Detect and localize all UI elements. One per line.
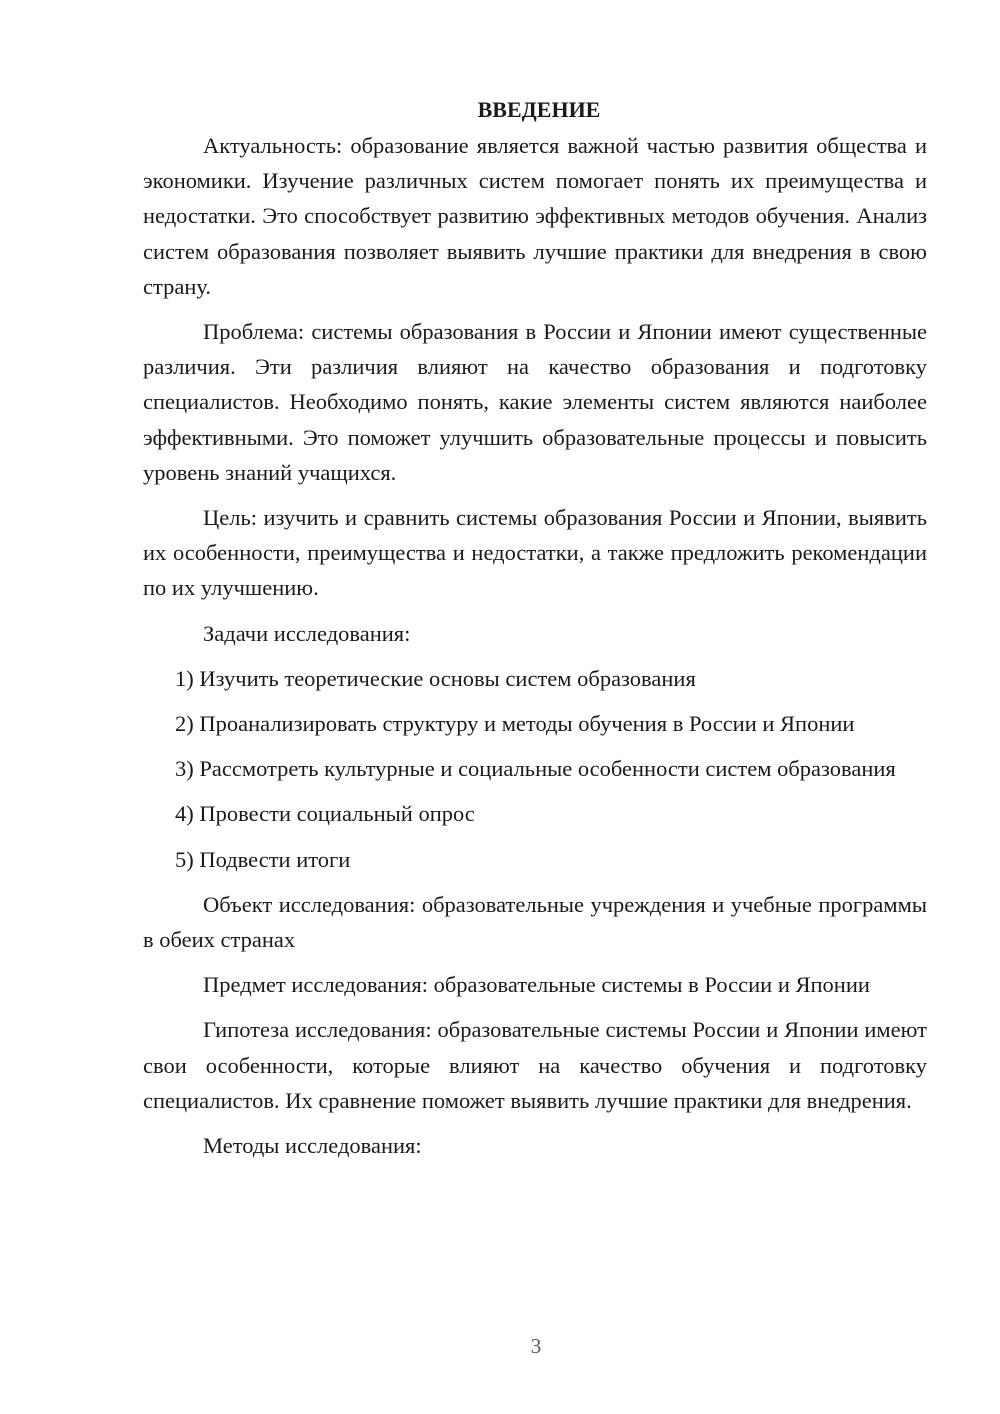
task-item: 2) Проанализировать структуру и методы обучения в России и Японии <box>175 711 855 737</box>
hypothesis-paragraph: Гипотеза исследования: образовательные системы России и Японии имеют свои особенности, которые влияют на качество обучения и подготовку специалистов. Их сравнение поможет выявить лучшие практики для внедрения. <box>143 1017 927 1113</box>
task-item: 3) Рассмотреть культурные и социальные особенности систем образования <box>175 756 896 782</box>
task-item: 5) Подвести итоги <box>175 846 351 872</box>
tasks-title: Задачи исследования: <box>203 620 411 646</box>
relevance-paragraph: Актуальность: образование является важной частью развития общества и экономики. Изучение различных систем помогает понять их преимущества и недостатки. Это способствует развитию эффективных методов обучения. Анализ систем образования позволяет выявить лучшие практики для внедрения в свою страну. <box>143 133 927 299</box>
goal-paragraph: Цель: изучить и сравнить системы образования России и Японии, выявить их особенности, преимущества и недостатки, а также предложить рекомендации по их улучшению. <box>143 505 927 601</box>
page-content <box>143 92 927 1173</box>
page-number: 3 <box>530 1334 542 1358</box>
methods-title: Методы исследования: <box>203 1133 422 1159</box>
object-paragraph: Объект исследования: образовательные учреждения и учебные программы в обеих странах <box>143 891 927 953</box>
tasks-list <box>143 661 927 877</box>
task-item: 4) Провести социальный опрос <box>175 801 475 827</box>
problem-paragraph: Проблема: системы образования в России и Японии имеют существенные различия. Эти различия влияют на качество образования и подготовку специалистов. Необходимо понять, какие элементы систем являются наиболее эффективными. Это поможет улучшить образовательные процессы и повысить уровень знаний учащихся. <box>143 319 927 485</box>
subject-paragraph: Предмет исследования: образовательные системы в России и Японии <box>203 972 870 998</box>
task-item: 1) Изучить теоретические основы систем образования <box>175 665 696 691</box>
section-heading: ВВЕДЕНИЕ <box>477 97 601 122</box>
